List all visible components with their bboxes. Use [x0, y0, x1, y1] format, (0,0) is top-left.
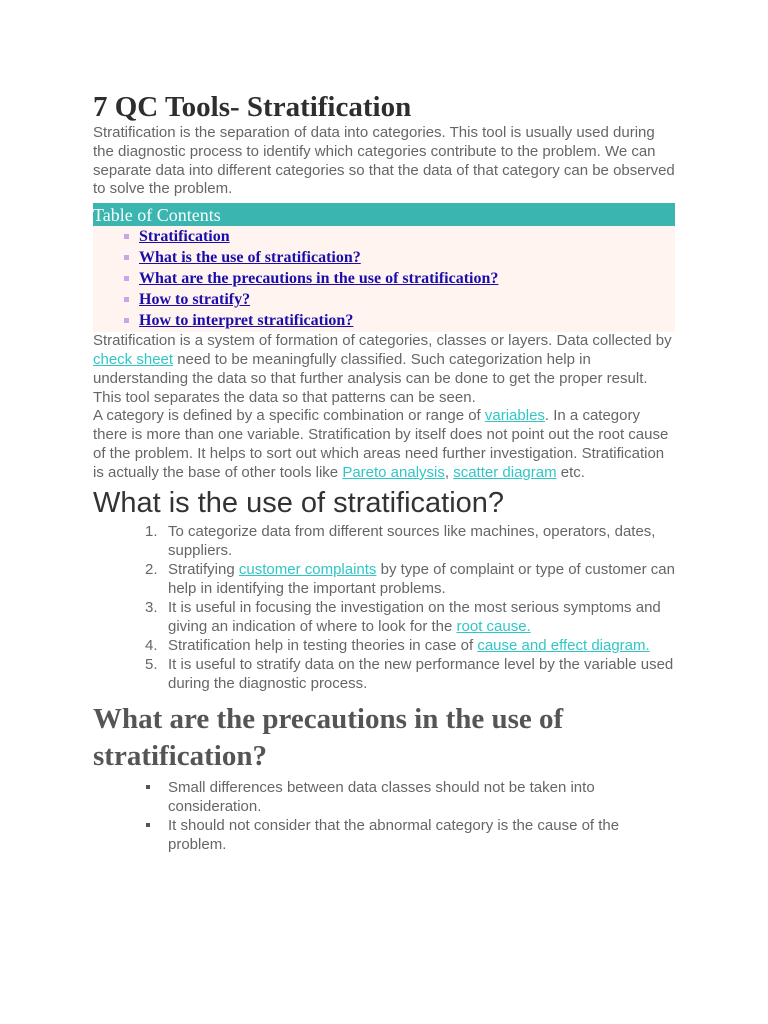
list-item [93, 598, 678, 636]
bullet-icon [124, 234, 129, 239]
list-number: 1. [145, 522, 158, 540]
square-bullet-icon [146, 823, 150, 827]
link-check-sheet[interactable]: check sheet [93, 350, 174, 368]
list-item [93, 778, 678, 816]
text: etc. [556, 463, 585, 481]
article [93, 90, 678, 854]
link-customer-complaints[interactable]: customer complaints [238, 560, 377, 578]
text: It should not consider that the abnormal category is the cause of the problem. [168, 816, 620, 853]
intro-paragraph: Stratification is the separation of data into categories. This tool is usually used during the diagnostic process to identify which categories contribute to the problem. We can separate data into different categories so that the data of that category can be observed to solve the problem. [93, 124, 675, 198]
text: by type of complaint or type of customer can help in identifying the important problems. [168, 560, 675, 597]
link-root-cause[interactable]: root cause. [456, 617, 531, 635]
text: Stratification is a system of formation of categories, classes or layers. Data collected by [93, 332, 672, 350]
bullet-icon [124, 276, 129, 281]
toc-link-how-to-interpret[interactable]: How to interpret stratification? [139, 312, 354, 330]
table-of-contents [93, 203, 675, 332]
toc-link-precautions[interactable]: What are the precautions in the use of stratification? [139, 270, 499, 288]
list-item [93, 636, 678, 655]
section-heading-precautions: What are the precautions in the use of stratification? [93, 702, 564, 772]
text: It is useful in focusing the investigation on the most serious symptoms and giving an indication of where to look for the [168, 598, 661, 635]
body-paragraph-1 [93, 332, 678, 407]
precautions-list [93, 778, 678, 854]
list-item [93, 655, 678, 693]
body-paragraph-2 [93, 407, 678, 482]
text: A category is defined by a specific combination or range of [93, 407, 485, 425]
text: Small differences between data classes should not be taken into consideration. [168, 778, 595, 815]
bullet-icon [124, 297, 129, 302]
toc-link-how-to-stratify[interactable]: How to stratify? [139, 291, 251, 309]
list-item [93, 560, 678, 598]
list-number: 5. [145, 655, 158, 673]
link-scatter-diagram[interactable]: scatter diagram [453, 463, 557, 481]
text: . In a category there is more than one variable. Stratification by itself does not point out the root cause of the problem. It helps to sort out which areas need further investigation. Stratification is actually the base of other tools like [93, 407, 669, 481]
bullet-icon [124, 255, 129, 260]
text: , [444, 463, 454, 481]
list-item [93, 816, 678, 854]
toc-item [124, 289, 675, 310]
text: Stratification help in testing theories in case of [168, 636, 478, 654]
link-pareto-analysis[interactable]: Pareto analysis [342, 463, 445, 481]
uses-list [93, 522, 678, 693]
article-title: 7 QC Tools- Stratification [93, 91, 412, 123]
text: To categorize data from different sources like machines, operators, dates, suppliers. [168, 522, 656, 559]
list-number: 2. [145, 560, 158, 578]
list-number: 3. [145, 598, 158, 616]
link-cause-and-effect-diagram[interactable]: cause and effect diagram. [477, 636, 650, 654]
toc-link-stratification[interactable]: Stratification [139, 228, 230, 246]
text: Stratifying [168, 560, 239, 578]
bullet-icon [124, 318, 129, 323]
toc-item [124, 268, 675, 289]
toc-item [124, 310, 675, 331]
list-item [93, 522, 678, 560]
toc-link-use[interactable]: What is the use of stratification? [139, 249, 361, 267]
list-number: 4. [145, 636, 158, 654]
toc-item [124, 226, 675, 247]
toc-heading: Table of Contents [93, 203, 675, 226]
square-bullet-icon [146, 785, 150, 789]
text: It is useful to stratify data on the new performance level by the variable used during the diagnostic process. [168, 655, 674, 692]
link-variables[interactable]: variables [484, 407, 545, 425]
text: need to be meaningfully classified. Such categorization help in understanding the data so that further analysis can be done to get the proper result. This tool separates the data so that patterns can be seen. [93, 350, 648, 406]
toc-list [93, 226, 675, 332]
toc-item [124, 247, 675, 268]
section-heading-use: What is the use of stratification? [93, 486, 505, 519]
